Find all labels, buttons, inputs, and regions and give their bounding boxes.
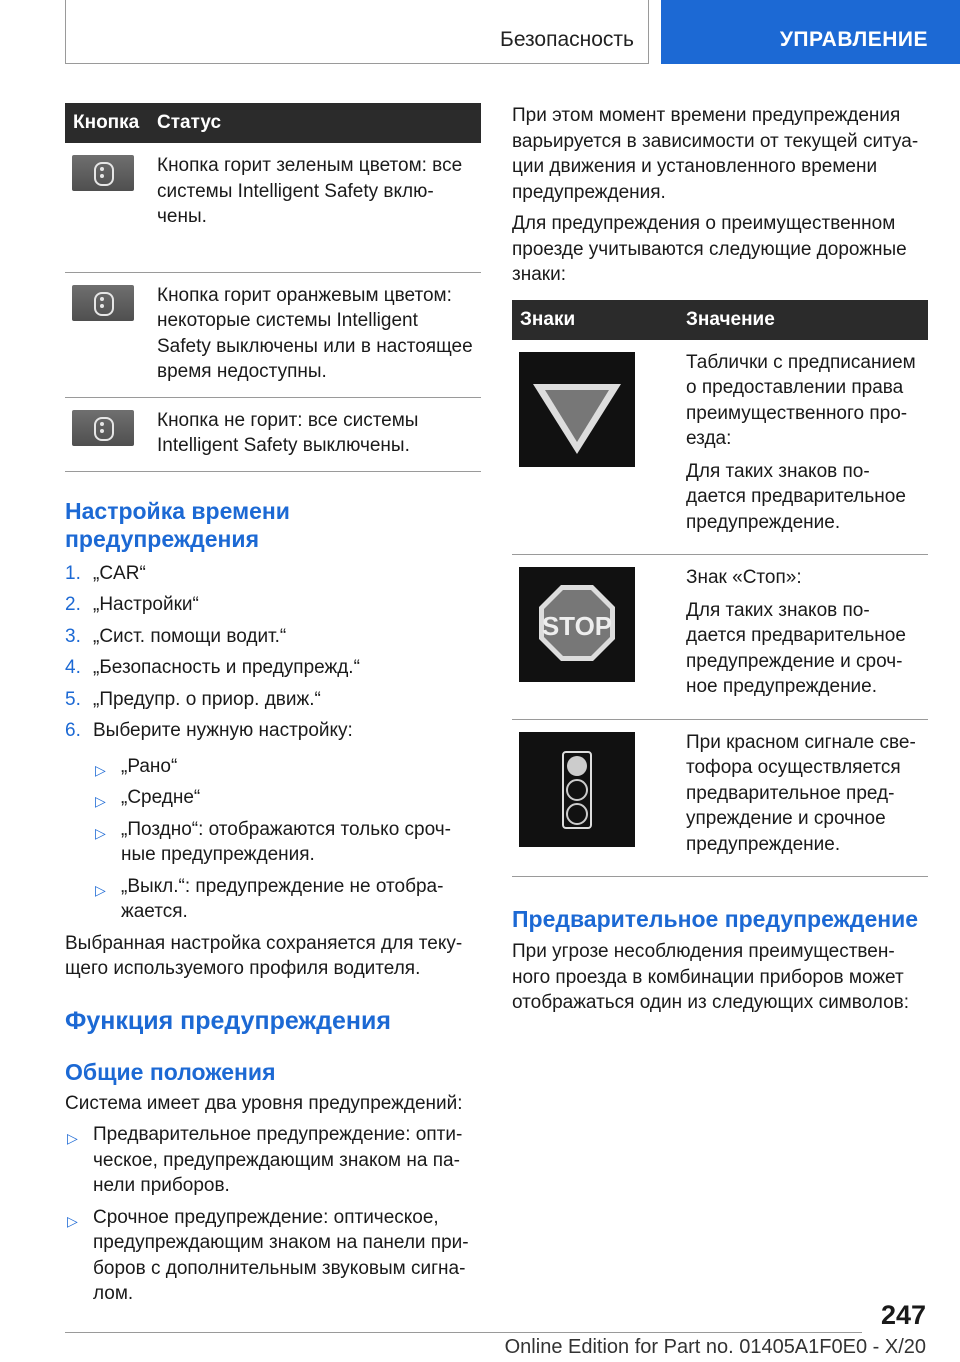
- step-text: „Настройки“: [93, 594, 199, 615]
- table-row: [65, 397, 481, 471]
- list-item: [65, 655, 481, 687]
- settings-note: Выбранная настройка сохраняется для теку-щего используемого профиля водителя.: [65, 932, 463, 979]
- table-header-meaning: Значение: [678, 300, 928, 340]
- step-number: 1.: [65, 562, 81, 584]
- yield-sign-icon: [519, 352, 635, 467]
- triangle-bullet-icon: ▷: [95, 761, 106, 778]
- header-chapter-title: УПРАВЛЕНИЕ: [779, 28, 928, 51]
- triangle-bullet-icon: ▷: [95, 881, 106, 898]
- step-number: 6.: [65, 720, 81, 741]
- footer-edition: Online Edition for Part no. 01405A1F0E0 - X/20: [504, 1336, 926, 1358]
- page-number: 247: [880, 1300, 926, 1330]
- settings-steps: [65, 561, 481, 750]
- step-text: „Предупр. о приор. движ.“: [93, 688, 321, 710]
- table-cell-status: Кнопка горит оранжевым цветом: некоторые системы Intelligent Safety выключены или в настоящее время недоступны.: [149, 272, 481, 397]
- sign-meaning-text: Для таких знаков по-дается предварительное предупреждение.: [686, 460, 906, 533]
- intelligent-safety-button-icon: [72, 155, 134, 191]
- step-text: „Сист. помощи водит.“: [93, 625, 287, 647]
- sign-meaning-text: Знак «Стоп»:: [686, 567, 802, 588]
- list-item: [65, 561, 481, 593]
- signs-intro-paragraph: Для предупреждения о преимущественном проезде учитываются следующие дорожные знаки:: [512, 213, 907, 285]
- button-status-table: [65, 103, 481, 472]
- list-item: ▷ „Выкл.“: предупреждение не отобра-жается.: [95, 875, 444, 922]
- table-cell-status: Кнопка горит зеленым цветом: все системы Intelligent Safety вклю-чены.: [149, 143, 481, 272]
- triangle-bullet-icon: ▷: [95, 824, 106, 841]
- step-number: 5.: [65, 688, 81, 710]
- step-text: Выберите нужную настройку:: [93, 720, 353, 741]
- list-item: ▷ „Средне“: [93, 785, 481, 811]
- table-row: [65, 143, 481, 272]
- warning-function-heading: Функция предупреждения: [65, 1006, 391, 1035]
- traffic-light-icon: [519, 732, 635, 847]
- footer-divider: [65, 1332, 862, 1333]
- intelligent-safety-button-icon: [72, 410, 134, 446]
- list-item: [65, 687, 481, 719]
- header-section-title: Безопасность: [500, 28, 634, 51]
- table-row: [512, 555, 928, 720]
- table-header-button: Кнопка: [65, 103, 149, 143]
- stop-sign-text: STOP: [541, 611, 613, 641]
- sign-meaning-text: При красном сигнале све-тофора осуществляется предварительное пред-упреждение и срочное предупреждение.: [686, 731, 916, 855]
- list-item: [65, 718, 481, 750]
- step-text: „Безопасность и предупрежд.“: [93, 657, 360, 678]
- list-item: ▷ „Рано“: [93, 754, 481, 780]
- step-number: 2.: [65, 594, 81, 615]
- warning-intro: Система имеет два уровня предупреждений:: [65, 1092, 463, 1114]
- left-column: [65, 103, 481, 1313]
- header-chapter-tab[interactable]: [661, 0, 960, 64]
- list-item: [65, 624, 481, 656]
- header-section-box: [65, 0, 649, 64]
- table-row: [65, 272, 481, 397]
- list-item: ▷ Предварительное предупреждение: опти-ческое, предупреждающим знаком на па-нели приборов.: [67, 1124, 463, 1196]
- stop-sign-icon: [519, 567, 635, 682]
- triangle-bullet-icon: ▷: [95, 793, 106, 809]
- table-row: [512, 340, 928, 555]
- settings-heading: Настройка времени предупреждения: [65, 497, 290, 552]
- sign-meaning-text: Таблички с предписанием о предоставлении права преимущественного про-езда:: [686, 351, 916, 449]
- step-number: 3.: [65, 625, 81, 647]
- settings-options: [65, 754, 481, 925]
- step-number: 4.: [65, 657, 81, 678]
- triangle-bullet-icon: ▷: [67, 1130, 78, 1146]
- table-cell-status: Кнопка не горит: все системы Intelligent Safety выключены.: [149, 397, 481, 471]
- right-column: [512, 103, 928, 1022]
- preliminary-warning-paragraph: При угрозе несоблюдения преимуществен-ного проезда в комбинации приборов может отображаться один из следующих символов:: [512, 941, 910, 1013]
- list-item: ▷ „Поздно“: отображаются только сроч-ные предупреждения.: [95, 818, 451, 865]
- road-signs-table: [512, 300, 928, 878]
- sign-meaning-text: Для таких знаков по-дается предварительное предупреждение и сроч-ное предупреждение.: [686, 599, 906, 697]
- table-row: [512, 719, 928, 877]
- general-provisions-heading: Общие положения: [65, 1058, 276, 1085]
- list-item: ▷ Срочное предупреждение: оптическое, предупреждающим знаком на панели при-боров с дополнительным звуковым сигна-лом.: [67, 1206, 469, 1304]
- table-header-signs: Знаки: [512, 300, 678, 340]
- timing-paragraph: При этом момент времени предупреждения варьируется в зависимости от текущей ситуа-ции движения и установленного времени предупреждения.: [512, 105, 919, 203]
- list-item: [65, 592, 481, 624]
- step-text: „CAR“: [93, 562, 146, 584]
- triangle-bullet-icon: ▷: [67, 1212, 78, 1229]
- intelligent-safety-button-icon: [72, 285, 134, 321]
- preliminary-warning-heading: Предварительное предупреждение: [512, 906, 919, 932]
- table-header-status: Статус: [149, 103, 481, 143]
